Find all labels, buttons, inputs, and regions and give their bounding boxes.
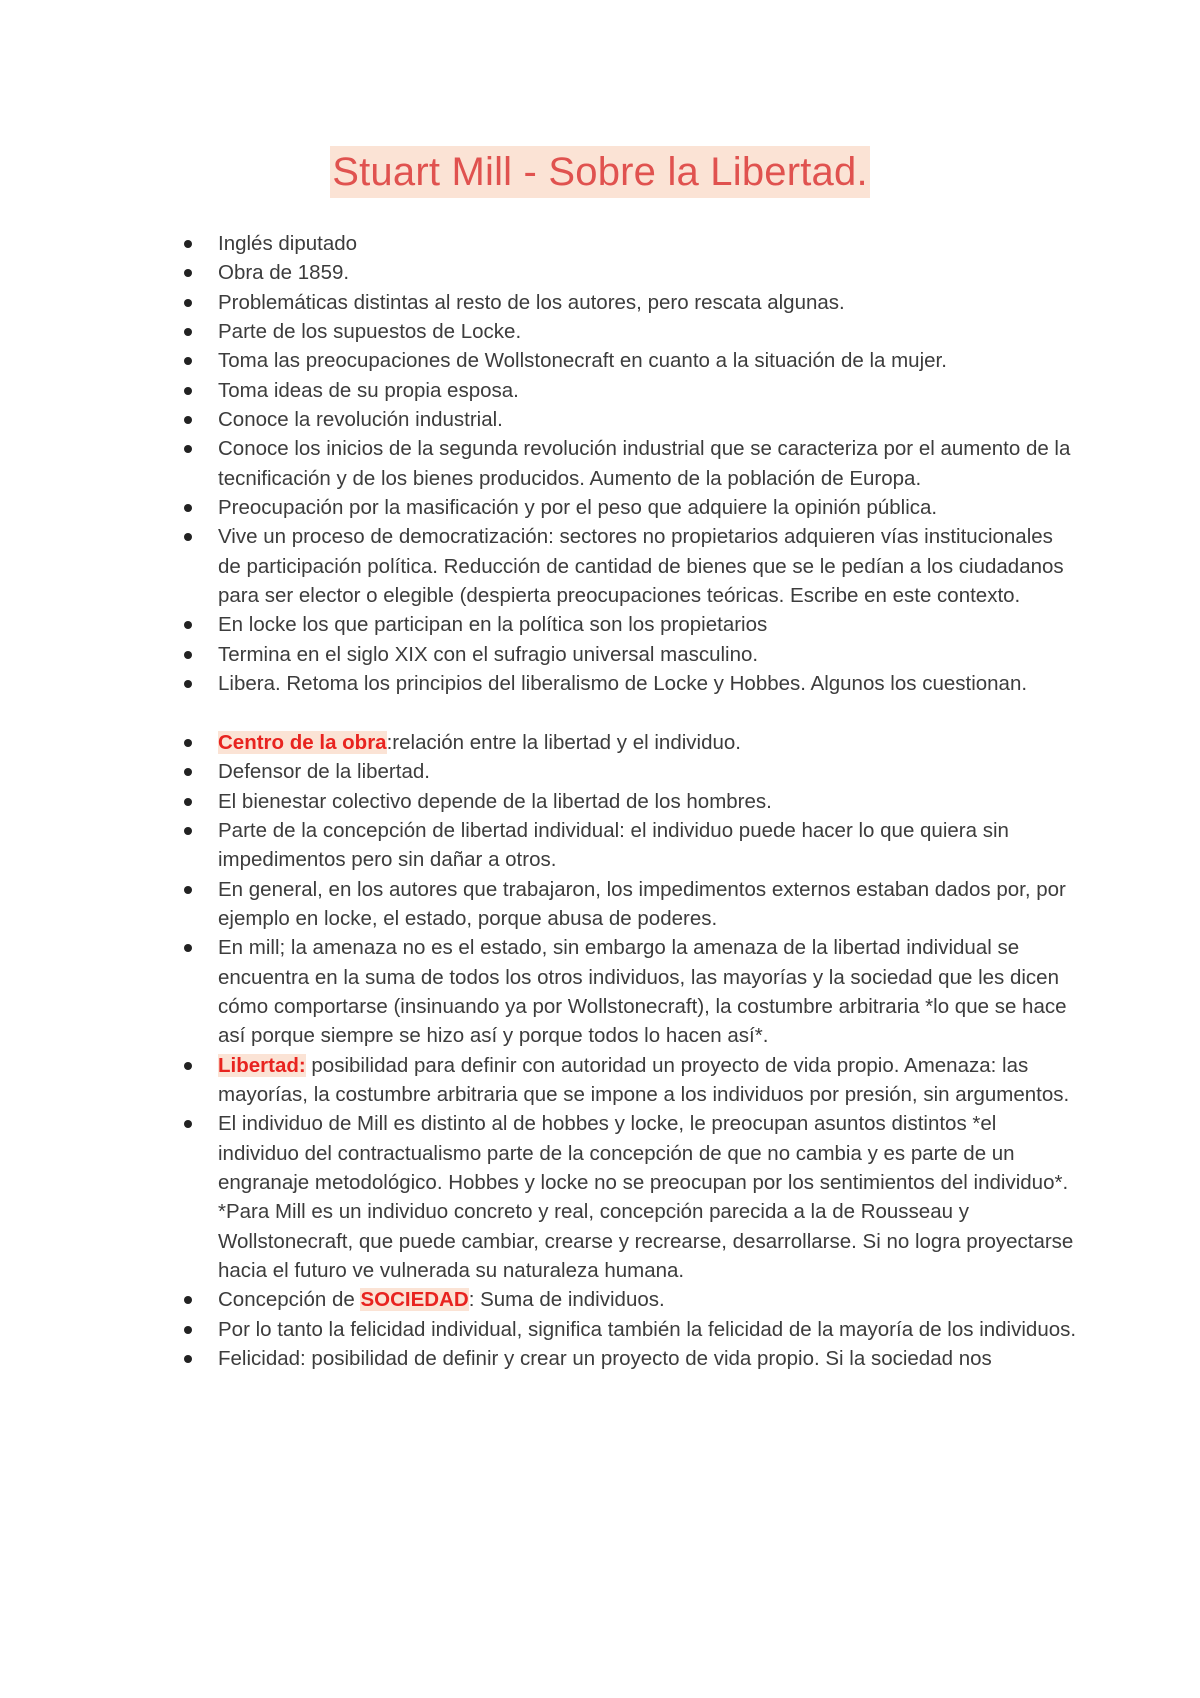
title-wrap	[0, 146, 1200, 198]
list-item	[0, 317, 1080, 346]
centro-text: :relación entre la libertad y el individuo.	[386, 730, 741, 754]
list-item	[0, 757, 1080, 786]
bullet-icon	[184, 944, 192, 952]
bullet-icon	[184, 357, 192, 365]
list-item-text: Defensor de la libertad.	[218, 760, 430, 784]
bullet-icon	[184, 621, 192, 629]
list-item	[0, 875, 1080, 934]
list-item-text: Problemáticas distintas al resto de los autores, pero rescata algunas.	[218, 290, 845, 314]
list-item	[0, 1109, 1080, 1285]
list-item	[0, 405, 1080, 434]
list-item-text: Toma las preocupaciones de Wollstonecraft en cuanto a la situación de la mujer.	[218, 349, 947, 373]
bullet-icon	[184, 240, 192, 248]
list-item-text: Libera. Retoma los principios del liberalismo de Locke y Hobbes. Algunos los cuestionan.	[218, 672, 1028, 696]
bullet-icon	[184, 680, 192, 688]
list-item-text: Felicidad: posibilidad de definir y crear un proyecto de vida propio. Si la sociedad nos	[218, 1347, 992, 1371]
bullet-icon	[184, 798, 192, 806]
list-item	[0, 787, 1080, 816]
list-item-text: Por lo tanto la felicidad individual, significa también la felicidad de la mayoría de los individuos.	[218, 1317, 1077, 1341]
bullet-icon	[184, 504, 192, 512]
list-item-text: Parte de los supuestos de Locke.	[218, 320, 522, 344]
sociedad-label: SOCIEDAD	[360, 1288, 469, 1312]
bullet-icon	[184, 739, 192, 747]
bullet-icon	[184, 533, 192, 541]
list-item-text: Termina en el siglo XIX con el sufragio universal masculino.	[218, 642, 759, 666]
list-item	[0, 493, 1080, 522]
list-item	[0, 1315, 1080, 1344]
list-item	[0, 376, 1080, 405]
list-item-text: Conoce los inicios de la segunda revolución industrial que se caracteriza por el aumento de la tecnificación y de los bienes producidos. Aumento de la población de Europa.	[218, 437, 1071, 490]
libertad-label: Libertad:	[218, 1053, 306, 1077]
list-item	[0, 933, 1080, 1050]
sociedad-after: : Suma de individuos.	[468, 1288, 665, 1312]
list-item-text: Vive un proceso de democratización: sectores no propietarios adquieren vías institucionales de participación política. Reducción de cantidad de bienes que se le pedían a los ciudadanos para ser elector o elegible (despierta preocupaciones teóricas. Escribe en este contexto.	[218, 525, 1064, 608]
list-item-text: Obra de 1859.	[218, 261, 350, 285]
list-item-text: Preocupación por la masificación y por el peso que adquiere la opinión pública.	[218, 496, 938, 520]
bullet-icon	[184, 651, 192, 659]
bullet-icon	[184, 768, 192, 776]
bullet-icon	[184, 269, 192, 277]
list-item-text: Parte de la concepción de libertad individual: el individuo puede hacer lo que quiera sin impedimentos pero sin dañar a otros.	[218, 818, 1009, 872]
list-item-text: Conoce la revolución industrial.	[218, 408, 503, 432]
list-item-text: En locke los que participan en la política son los propietarios	[218, 613, 768, 637]
list-item-text: Inglés diputado	[218, 232, 358, 255]
bullet-icon	[184, 445, 192, 453]
list-item	[0, 816, 1080, 875]
list-item-text: Toma ideas de su propia esposa.	[218, 378, 519, 402]
bullet-icon	[184, 1326, 192, 1334]
page-title: Stuart Mill - Sobre la Libertad.	[330, 146, 870, 198]
list-item-libertad	[0, 1051, 1080, 1110]
list-item-text: El bienestar colectivo depende de la libertad de los hombres.	[218, 789, 772, 813]
blank-line	[0, 699, 1200, 728]
bullet-list	[0, 229, 1200, 1373]
bullet-icon	[184, 416, 192, 424]
centro-label: Centro de la obra	[218, 730, 387, 754]
list-item	[0, 522, 1080, 610]
list-item-sociedad	[0, 1285, 1080, 1314]
list-item	[0, 669, 1080, 698]
list-item	[0, 434, 1080, 493]
bullet-icon	[184, 1355, 192, 1363]
list-item-centro	[0, 728, 1080, 757]
sociedad-before: Concepción de	[218, 1288, 361, 1312]
list-item-text: En mill; la amenaza no es el estado, sin embargo la amenaza de la libertad individual se encuentra en la suma de todos los otros individuos, las mayorías y la sociedad que les dicen cómo comportarse (insinuando ya por Wollstonecraft), la costumbre arbitraria *lo que se hace así porque siempre se hizo así y porque todos lo hacen así*.	[218, 936, 1067, 1048]
bullet-icon	[184, 1120, 192, 1128]
list-item	[0, 258, 1080, 287]
list-item	[0, 346, 1080, 375]
bullet-icon	[184, 328, 192, 336]
list-item-text: El individuo de Mill es distinto al de hobbes y locke, le preocupan asuntos distintos *el individuo del contractualismo parte de la concepción de que no cambia y es parte de un engranaje metodológico. Hobbes y locke no se preocupan por los sentimientos del individuo*. *Para Mill es un individuo concreto y real, concepción parecida a la de Rousseau y Wollstonecraft, que puede cambiar, crearse y recrearse, desarrollarse. Si no logra proyectarse hacia el futuro ve vulnerada su naturaleza humana.	[218, 1112, 1074, 1283]
bullet-icon	[184, 827, 192, 835]
bullet-icon	[184, 886, 192, 894]
list-item-text: En general, en los autores que trabajaron, los impedimentos externos estaban dados por, por ejemplo en locke, el estado, porque abusa de poderes.	[218, 877, 1066, 930]
list-item	[0, 610, 1080, 639]
list-item	[0, 288, 1080, 317]
libertad-text: posibilidad para definir con autoridad un proyecto de vida propio. Amenaza: las mayorías, la costumbre arbitraria que se impone a los individuos por presión, sin argumentos.	[218, 1053, 1070, 1106]
bullet-icon	[184, 299, 192, 307]
list-item	[0, 640, 1080, 669]
bullet-icon	[184, 1062, 192, 1070]
bullet-icon	[184, 1296, 192, 1304]
list-item	[0, 1344, 1080, 1373]
bullet-icon	[184, 387, 192, 395]
list-item	[0, 229, 1080, 258]
